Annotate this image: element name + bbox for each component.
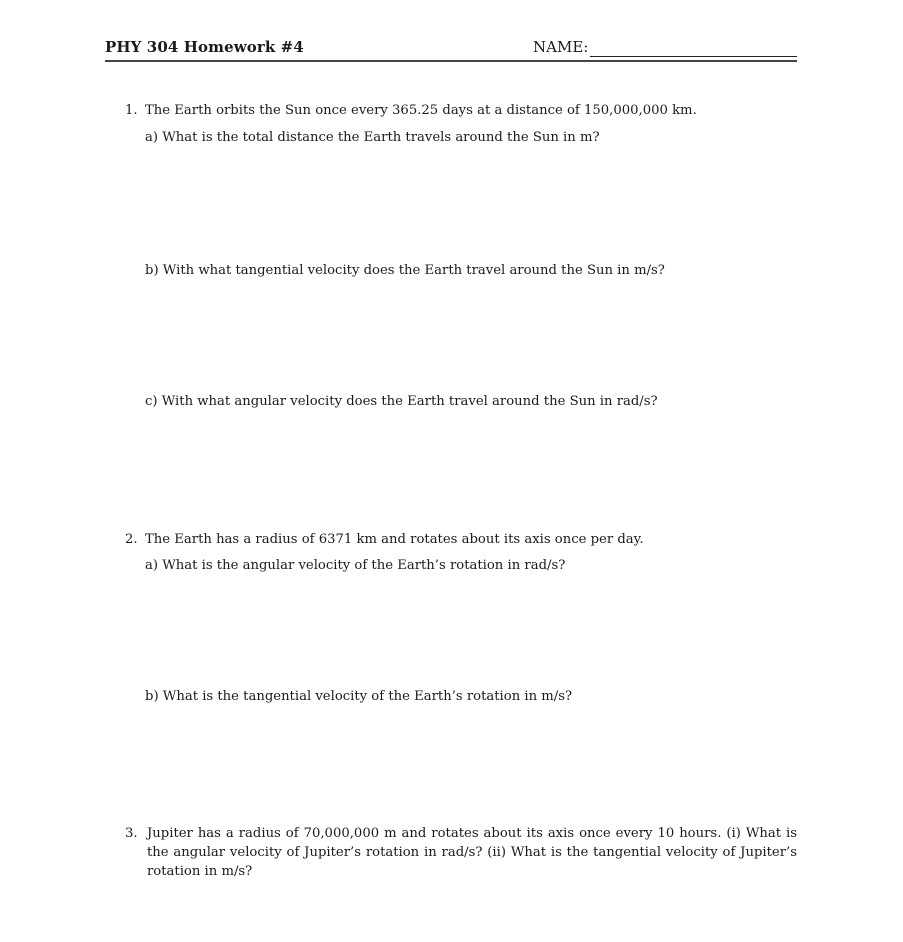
question-1 [125,101,697,120]
question-number: 1. [125,103,138,118]
part-text: What is the tangential velocity of the Earth’s rotation in m/s? [162,689,573,704]
question-2-part-b [145,687,572,706]
page-title: PHY 304 Homework #4 [105,38,304,56]
question-1-part-b [145,261,665,280]
part-label: a) [145,130,159,145]
question-2 [125,530,644,549]
part-text: What is the angular velocity of the Earth’s rotation in rad/s? [162,558,566,573]
part-text: What is the total distance the Earth travels around the Sun in m? [162,130,600,145]
name-label: NAME: [533,38,589,56]
question-2-part-a [145,556,565,575]
question-1-part-a [145,128,600,147]
question-text: The Earth has a radius of 6371 km and rotates about its axis once per day. [145,532,644,547]
part-text: With what tangential velocity does the Earth travel around the Sun in m/s? [162,263,665,278]
question-number: 3. [125,826,138,841]
question-3 [125,824,797,881]
part-text: With what angular velocity does the Earth travel around the Sun in rad/s? [161,394,658,409]
part-label: c) [145,394,158,409]
part-label: b) [145,263,159,278]
name-blank-line [590,56,797,57]
question-number: 2. [125,532,138,547]
question-1-part-c [145,392,658,411]
question-text: The Earth orbits the Sun once every 365.25 days at a distance of 150,000,000 km. [145,103,697,118]
part-label: b) [145,689,159,704]
header-rule [105,60,797,62]
question-text: Jupiter has a radius of 70,000,000 m and rotates about its axis once every 10 hours. (i) What is the angular velocity of Jupiter’s rotation in rad/s? (ii) What is the tangential velocity of Jupiter’s rotation in m/s? [147,826,797,879]
part-label: a) [145,558,159,573]
